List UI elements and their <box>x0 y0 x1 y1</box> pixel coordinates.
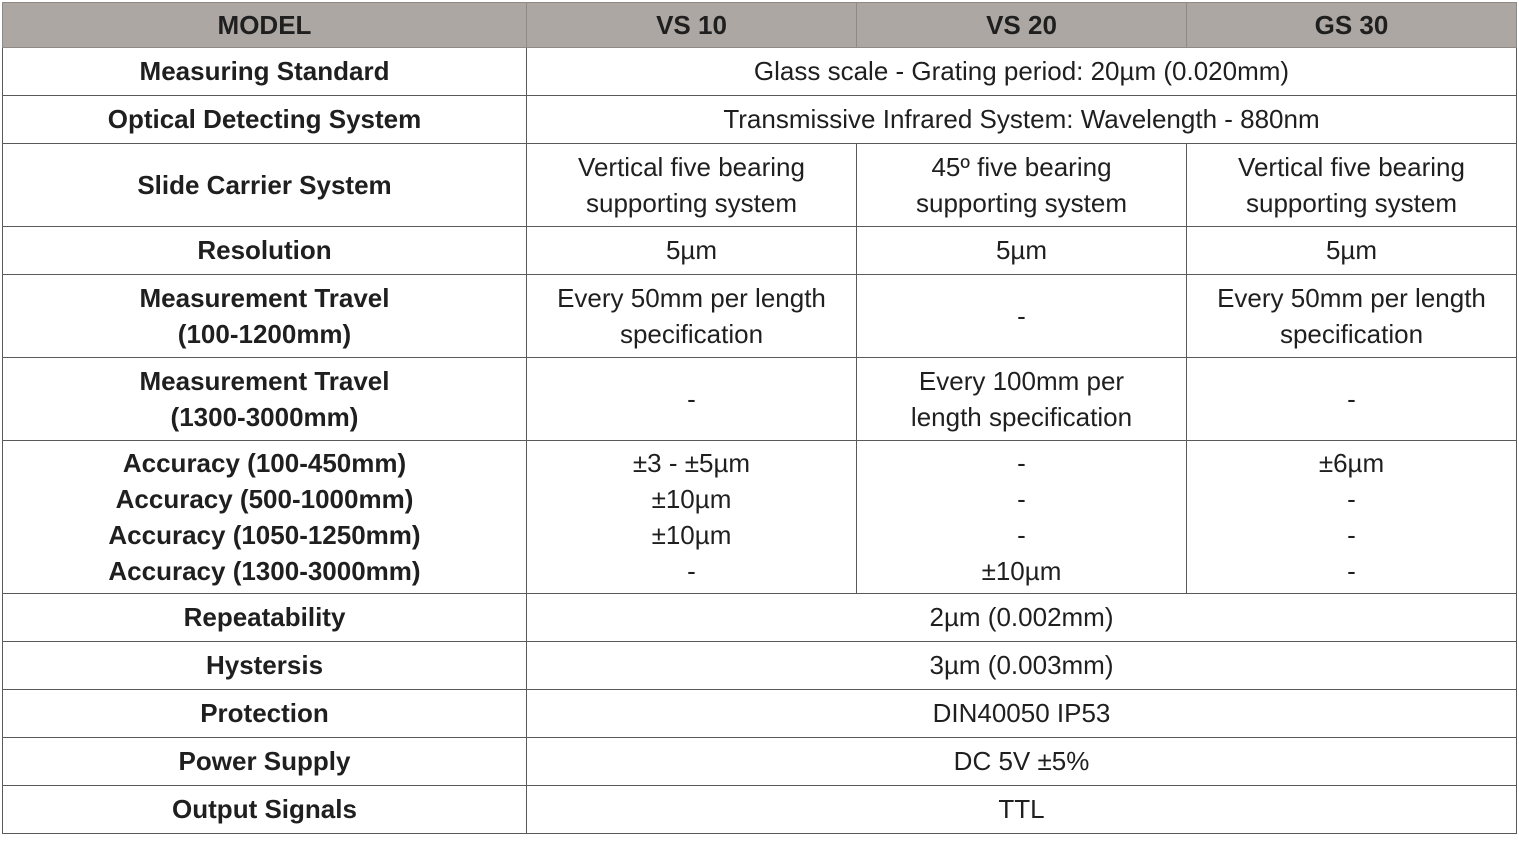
row-label: Resolution <box>3 227 527 275</box>
row-measuring-standard <box>3 48 1517 96</box>
cell-vs10 <box>527 358 857 441</box>
cell-line: - <box>1347 384 1356 414</box>
cell-line: Vertical five bearing <box>1238 152 1465 182</box>
cell-line: Vertical five bearing <box>578 152 805 182</box>
cell-gs30 <box>1187 441 1517 594</box>
row-resolution <box>3 227 1517 275</box>
row-label: Hystersis <box>3 642 527 690</box>
row-power-supply <box>3 738 1517 786</box>
row-label: Optical Detecting System <box>3 96 527 144</box>
row-value: Transmissive Infrared System: Wavelength - 880nm <box>527 96 1517 144</box>
row-label: Repeatability <box>3 594 527 642</box>
label-line: Accuracy (1300-3000mm) <box>108 556 421 586</box>
row-travel-short <box>3 275 1517 358</box>
spec-table <box>2 2 1517 834</box>
row-hysteresis <box>3 642 1517 690</box>
cell-line: ±6µm <box>1318 448 1385 478</box>
row-value: 3µm (0.003mm) <box>527 642 1517 690</box>
header-vs10: VS 10 <box>527 3 857 48</box>
cell-line: ±10µm <box>651 484 732 514</box>
cell-vs20 <box>857 358 1187 441</box>
cell-vs10: 5µm <box>527 227 857 275</box>
row-value: DIN40050 IP53 <box>527 690 1517 738</box>
cell-line: ±3 - ±5µm <box>632 448 751 478</box>
row-optical-detecting <box>3 96 1517 144</box>
label-line: Accuracy (100-450mm) <box>122 448 407 478</box>
cell-vs20 <box>857 275 1187 358</box>
cell-line: Every 100mm per <box>918 366 1125 396</box>
cell-line: length specification <box>910 402 1133 432</box>
cell-line: - <box>1017 520 1026 550</box>
cell-line: 45º five bearing <box>931 152 1112 182</box>
cell-vs10 <box>527 144 857 227</box>
cell-line: - <box>1347 520 1356 550</box>
label-line: (1300-3000mm) <box>170 402 359 432</box>
cell-line: specification <box>1279 319 1424 349</box>
cell-line: supporting system <box>1246 188 1457 218</box>
header-row <box>3 3 1517 48</box>
cell-line: - <box>687 384 696 414</box>
cell-gs30 <box>1187 144 1517 227</box>
cell-vs20: 5µm <box>857 227 1187 275</box>
cell-line: supporting system <box>916 188 1127 218</box>
header-vs20: VS 20 <box>857 3 1187 48</box>
cell-gs30 <box>1187 275 1517 358</box>
cell-line: Every 50mm per length <box>557 283 826 313</box>
cell-vs10 <box>527 275 857 358</box>
cell-gs30 <box>1187 358 1517 441</box>
row-label: Output Signals <box>3 786 527 834</box>
cell-line: ±10µm <box>651 520 732 550</box>
row-accuracy <box>3 441 1517 594</box>
row-label: Slide Carrier System <box>3 144 527 227</box>
row-label <box>3 441 527 594</box>
row-label <box>3 275 527 358</box>
row-label <box>3 358 527 441</box>
cell-vs10 <box>527 441 857 594</box>
label-line: Measurement Travel <box>139 283 390 313</box>
cell-line: specification <box>619 319 764 349</box>
row-output-signals <box>3 786 1517 834</box>
cell-gs30: 5µm <box>1187 227 1517 275</box>
label-line: Accuracy (500-1000mm) <box>115 484 414 514</box>
cell-line: - <box>1347 484 1356 514</box>
cell-vs20 <box>857 144 1187 227</box>
row-label: Protection <box>3 690 527 738</box>
row-value: 2µm (0.002mm) <box>527 594 1517 642</box>
row-label: Measuring Standard <box>3 48 527 96</box>
header-gs30: GS 30 <box>1187 3 1517 48</box>
cell-line: supporting system <box>586 188 797 218</box>
row-repeatability <box>3 594 1517 642</box>
row-travel-long <box>3 358 1517 441</box>
label-line: Measurement Travel <box>139 366 390 396</box>
cell-vs20 <box>857 441 1187 594</box>
cell-line: ±10µm <box>981 556 1062 586</box>
row-value: TTL <box>527 786 1517 834</box>
row-value: DC 5V ±5% <box>527 738 1517 786</box>
row-label: Power Supply <box>3 738 527 786</box>
cell-line: - <box>687 556 696 586</box>
row-protection <box>3 690 1517 738</box>
row-value: Glass scale - Grating period: 20µm (0.020mm) <box>527 48 1517 96</box>
cell-line: Every 50mm per length <box>1217 283 1486 313</box>
label-line: (100-1200mm) <box>177 319 352 349</box>
label-line: Accuracy (1050-1250mm) <box>108 520 421 550</box>
cell-line: - <box>1017 448 1026 478</box>
cell-line: - <box>1017 484 1026 514</box>
row-slide-carrier <box>3 144 1517 227</box>
cell-line: - <box>1347 556 1356 586</box>
cell-line: - <box>1017 301 1026 331</box>
header-model: MODEL <box>3 3 527 48</box>
